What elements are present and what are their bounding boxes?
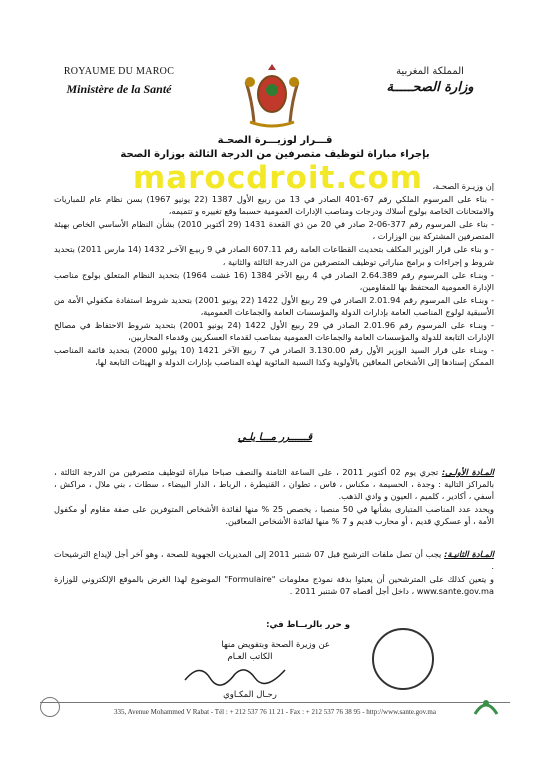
article-2-text: يجب أن تصل ملفات الترشيح قبل 07 شتنبر 2011 إلى المديريات الجهوية للصحة ، وهو آخر أجل لإيداع الترشيحات . [54,549,494,572]
ministry-name-ar: وزارة الصحـــــة [386,80,474,95]
decided-heading: قــــــرر مـــا يلـي [237,432,313,443]
watermark: marocdroit.com [132,160,424,196]
footer-divider [40,702,510,703]
preamble-item: - بناء على المرسوم الملكي رقم 67-401 الصادر في 13 من ربيع الأول 1387 (22 يونيو 1967) بسن نظام عام للمباريات والامتحانات الخاصة بولوج أسلاك ودرجات ومناصب الإدارات العمومية حسبما وقع تغييره و تتميمه، [54,194,495,217]
article-2-text2: و يتعين كذلك على المترشحين أن يعبئوا بدقة نموذج معلومات "Formulaire" الموضوع لهذا الغرض بالموقع الإلكتروني للوزارة www.sante.gov.ma ، داخل أجل أقصاه 07 شتنبر 2011 . [54,574,494,597]
signature-delegation: عن وزيرة الصحة وبتفويض منها [221,640,330,650]
header-left-fr [44,66,194,97]
signature-place: و حرر بالربــاط في: [266,620,350,630]
preamble-item: - بناء على المرسوم رقم 377-06-2 صادر في 20 من ذي القعدة 1431 (29 أكتوبر 2010) بشأن النظام الأساسي الخاص بهيئة المتصرفين المشتركة بين الوزارات ، [54,219,495,242]
article-1-label: المـادة الأولـى: [441,467,494,477]
ministry-name-fr: Ministère de la Santé [66,82,172,96]
article-2-label: المـادة الثانيـة: [444,549,495,559]
preamble-item: - وبنـاء على المرسوم رقم 2.64.389 الصادر في 4 ربيع الآخر 1384 (16 غشت 1964) بتحديد النظام المتعلق بولوج مناصب الإدارة العمومية المحتفظ بها للمقاومين، [54,269,494,292]
preamble-intro: إن وزيـرة الصحـة، [432,181,494,191]
preamble-item: - وبنـاء على المرسوم رقم 2.01.96 الصادر في 29 ربيع الأول 1422 (24 يونيو 2001) بتحديد شروط الاحتفاظ في مصالح الإدارات التابعة للدولة والمؤسسات العامة والجماعات العمومية بمناصب لقدماء العسكريين وقدماء المحاربين، [54,320,495,343]
royal-emblem-icon [236,60,308,130]
signature-role: الكاتب العـام [227,652,273,662]
kingdom-name-ar: المملكة المغربية [396,66,464,77]
footer-address: 335, Avenue Mohammed V Rabat - Tél : + 212 537 76 11 21 - Fax : + 212 537 76 38 95 - http://www.sante.gov.ma [114,708,436,716]
decision-subtitle: بإجراء مباراة لتوظيف متصرفين من الدرجة الثالثة بوزارة الصحة [120,149,430,160]
ministry-logo-icon [471,694,501,720]
decision-title: قـــرار لوزيـــرة الصحـة [217,135,333,146]
article-2 [54,548,494,598]
signatory-name: رحـال المكـاوي [223,690,277,700]
article-1-text2: ويحدد عدد المناصب المتبارى بشأنها في 50 منصبا ، يخصص 25 % منها لفائدة الأشخاص المتوفرين على صفة مقاوم أو مكفول الأمة ، أو عسكري قديم ، أو محارب قديم و 7 % منها لفائدة الأشخاص المعاقين. [54,504,495,527]
kingdom-name-fr: ROYAUME DU MAROC [63,66,175,77]
header-right-ar [355,66,505,95]
preamble-item: - وبنـاء على المرسوم رقم 2.01.94 الصادر في 29 ربيع الأول 1422 (22 يونيو 2001) بتحديد شروط استفادة مكفولي الأمة من الأسبقية لولوج المناصب العامة بإدارات الدولة والمؤسسات العامة والجماعات العمومية، [54,294,495,317]
official-stamp-icon [372,628,434,690]
article-1 [54,466,494,528]
preamble-item: - و بناء على قرار الوزير المكلف بتحديث القطاعات العامة رقم 607.11 الصادر في 9 ربيـع الآخـر 1432 (14 مارس 2011) بتحديد شروط و إجراءات و برامج مباراتي توظيف المتصرفين من الدرجة الثالثة والثانية ، [54,244,494,267]
preamble [54,180,494,369]
preamble-item: - وبنـاء على قرار السيد الوزير الأول رقم 3.130.00 الصادر في 7 ربيع الآخر 1421 (10 يوليو 2000) بتحديد قائمة المناصب الممكن إسنادها إلى الأشخاص المعاقين بالأولوية وكذا النسبة المائوية لهذه المناصب بإدارات الدولة و الهيئات التابعة لها، [54,345,494,368]
article-1-text: تجري يوم 02 أكتوبر 2011 ، على الساعة الثامنة والنصف صباحا مباراة لتوظيف متصرفين من الدرجة الثالثة ، بالمراكز التالية : وجدة ، الحسيمة ، مكناس ، فاس ، تطوان ، القنيطرة ، الرباط ، الدار البيضاء ، سطات ، بني ملال ، مراكش ، أسفي ، أكادير ، كلميم ، العيون و وادي الذهب. [54,467,494,502]
handwritten-signature-icon [180,660,290,690]
